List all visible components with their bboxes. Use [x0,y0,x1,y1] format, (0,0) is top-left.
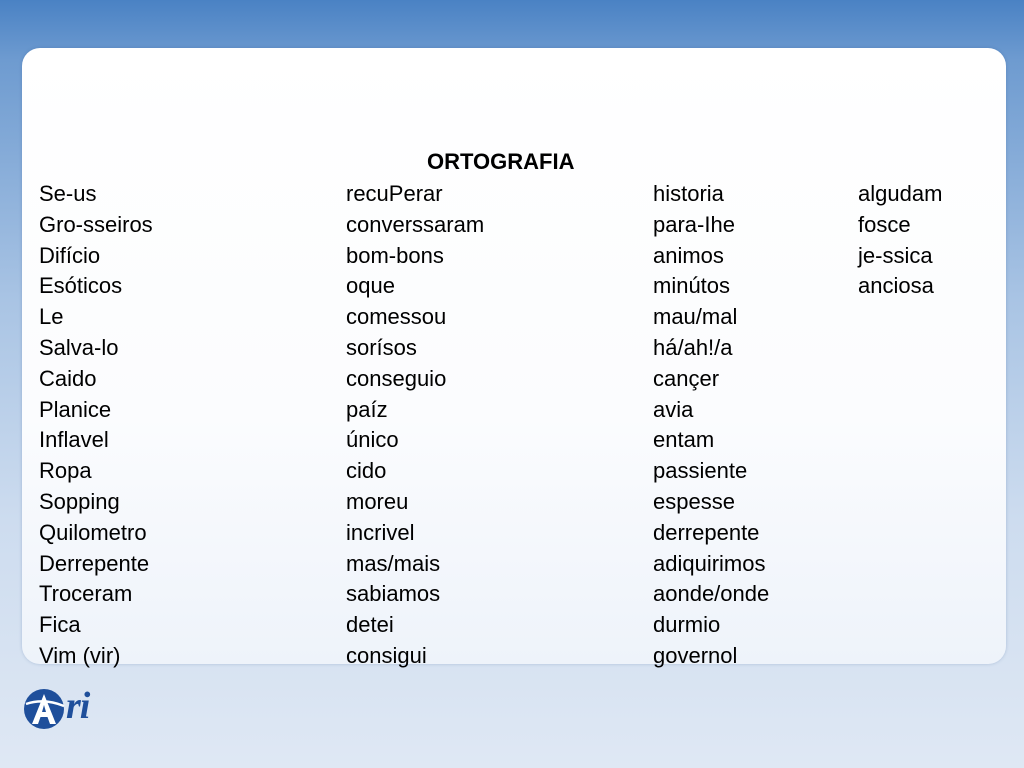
word-item: Salva-lo [39,334,119,360]
logo-a-emblem-icon [22,684,68,734]
word-item: Quilometro [39,519,147,545]
slide-panel [22,48,1006,664]
word-item: Caido [39,365,97,391]
word-item: detei [346,612,394,638]
word-item: entam [653,427,715,453]
word-item: historia [653,181,724,206]
word-item: consigui [346,642,427,668]
word-item: Difício [39,242,101,268]
word-item: Fica [39,612,81,638]
word-column-2 [346,179,484,672]
word-item: Ropa [39,458,92,484]
word-item: converssaram [346,211,485,237]
word-item: animos [653,242,724,268]
word-item: moreu [346,488,409,514]
word-item: conseguio [346,365,447,391]
word-item: Troceram [39,581,133,607]
word-column-4 [858,179,942,302]
word-item: Planice [39,396,112,422]
ari-logo [22,684,112,734]
word-item: minútos [653,273,731,299]
word-item: Sopping [39,488,120,514]
word-item: anciosa [858,273,934,299]
logo-wordmark: ri [66,685,90,727]
word-item: espesse [653,488,735,514]
word-column-1 [39,179,153,672]
word-item: avia [653,396,694,422]
word-item: sorísos [346,334,417,360]
word-item: je-ssica [858,242,933,268]
word-item: comessou [346,304,447,330]
word-item: Se-us [39,181,97,206]
word-item: Le [39,304,64,330]
word-item: para-Ihe [653,211,735,237]
word-column-3 [653,179,769,672]
word-item: passiente [653,458,748,484]
word-item: derrepente [653,519,760,545]
word-item: adiquirimos [653,550,766,576]
word-item: incrivel [346,519,415,545]
word-item: governol [653,642,738,668]
word-item: Esóticos [39,273,123,299]
word-item: há/ah!/a [653,334,733,360]
word-item: Derrepente [39,550,150,576]
word-item: mau/mal [653,304,738,330]
word-item: oque [346,273,395,299]
word-item: cançer [653,365,720,391]
slide-title: ORTOGRAFIA [427,149,575,174]
word-item: aonde/onde [653,581,770,607]
word-item: durmio [653,612,721,638]
word-item: Vim (vir) [39,642,121,668]
word-item: paíz [346,396,388,422]
word-item: mas/mais [346,550,441,576]
word-item: Gro-sseiros [39,211,153,237]
word-item: recuPerar [346,181,443,206]
word-item: sabiamos [346,581,441,607]
word-item: cido [346,458,387,484]
word-item: Inflavel [39,427,109,453]
word-item: fosce [858,211,911,237]
word-item: único [346,427,399,453]
word-item: bom-bons [346,242,444,268]
word-item: algudam [858,181,943,206]
